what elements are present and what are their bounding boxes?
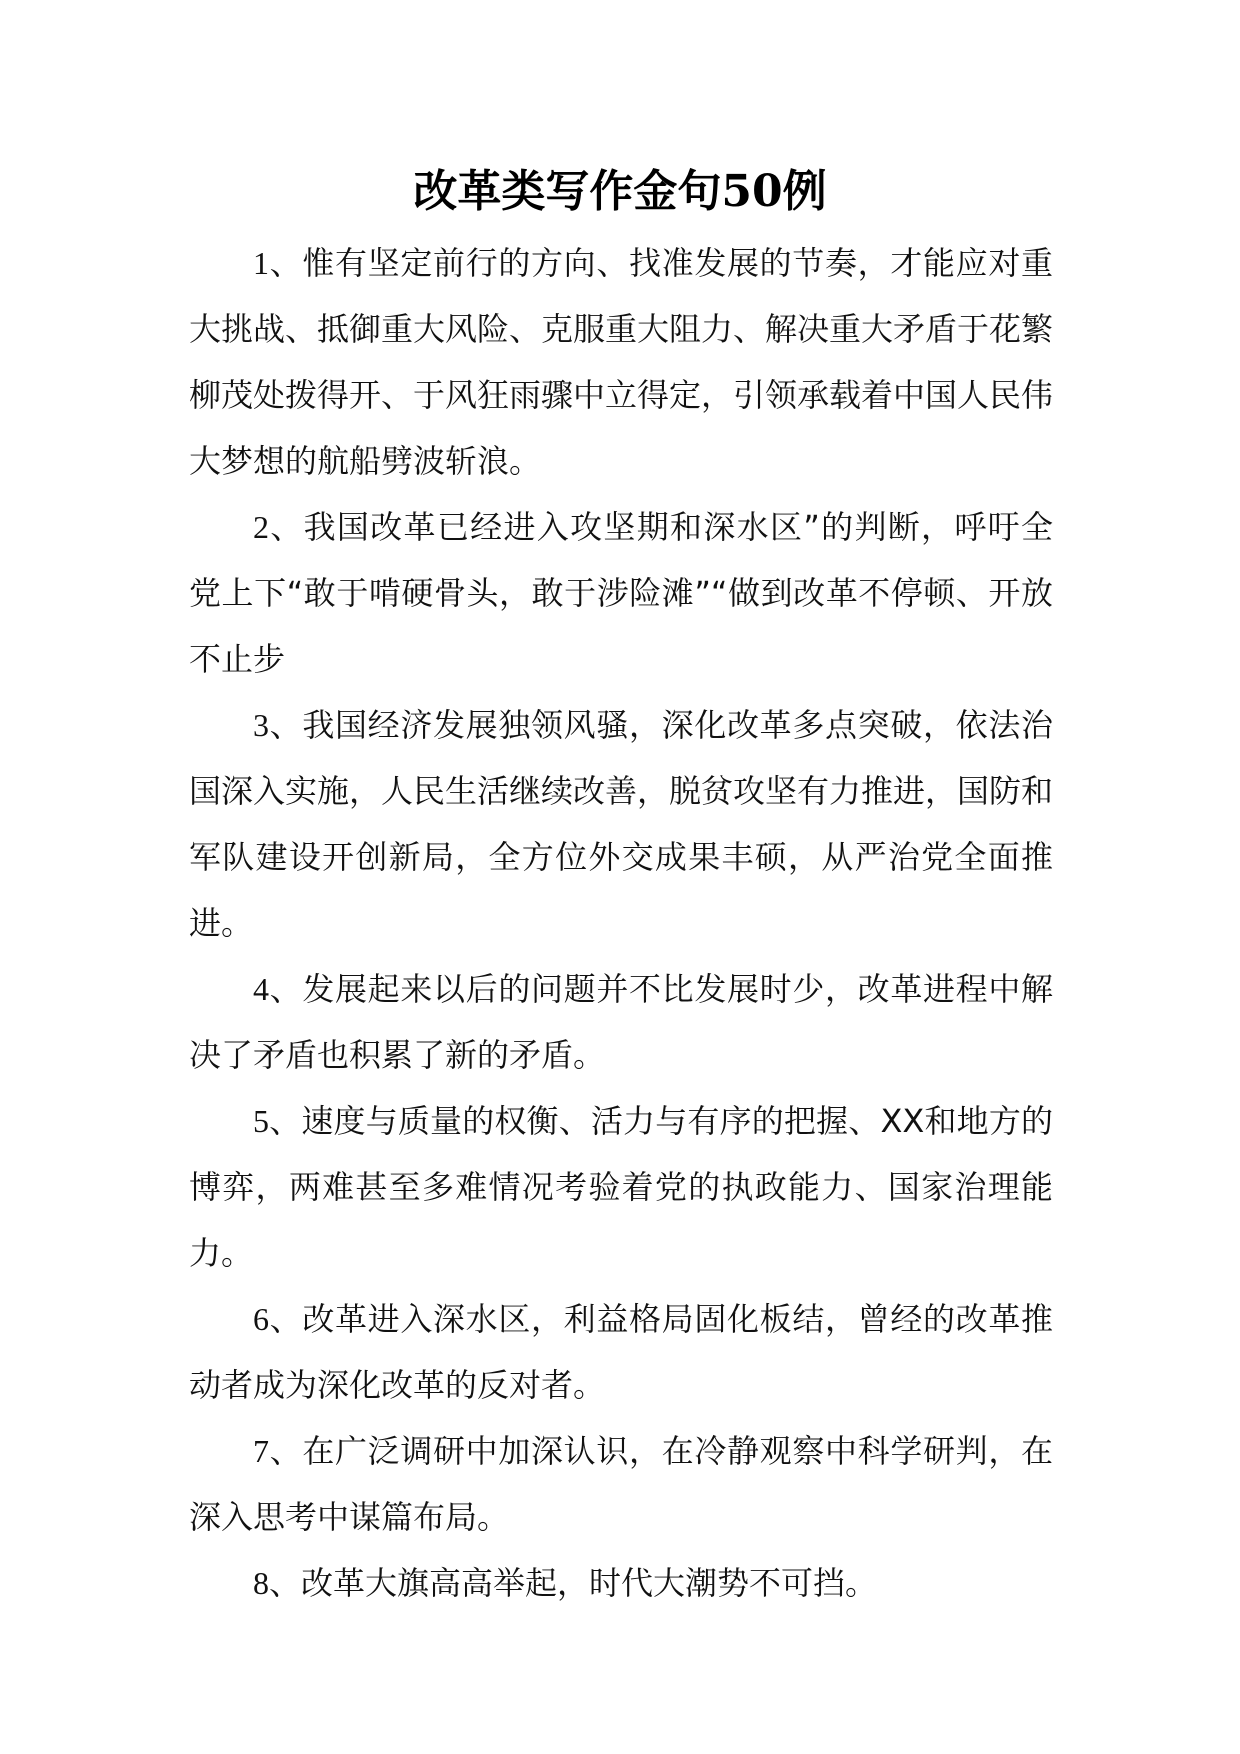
paragraph-number: 6 — [253, 1301, 269, 1337]
paragraph-6 — [189, 1286, 1053, 1418]
paragraph-text: 、改革进入深水区，利益格局固化板结，曾经的改革推动者成为深化改革的反对者。 — [189, 1300, 1053, 1404]
paragraph-number: 5 — [253, 1103, 269, 1139]
paragraph-4 — [189, 956, 1053, 1088]
paragraph-number: 1 — [253, 245, 269, 281]
paragraph-text: 、我国经济发展独领风骚，深化改革多点突破，依法治国深入实施，人民生活继续改善，脱贫攻坚有力推进，国防和军队建设开创新局，全方位外交成果丰硕，从严治党全面推进。 — [189, 706, 1054, 942]
paragraph-text: 、我国改革已经进入攻坚期和深水区”的判断，呼吁全党上下“敢于啃硬骨头，敢于涉险滩”“做到改革不停顿、开放不止步 — [189, 508, 1053, 678]
paragraph-number: 8 — [253, 1565, 269, 1601]
paragraph-number: 7 — [253, 1433, 269, 1469]
paragraph-8 — [189, 1550, 1053, 1616]
paragraph-number: 4 — [253, 971, 269, 1007]
paragraph-2 — [189, 494, 1053, 692]
document-body — [189, 230, 1053, 1616]
paragraph-text: 、发展起来以后的问题并不比发展时少，改革进程中解决了矛盾也积累了新的矛盾。 — [189, 970, 1053, 1074]
paragraph-7 — [189, 1418, 1053, 1550]
paragraph-text: 、改革大旗高高举起，时代大潮势不可挡。 — [269, 1564, 878, 1602]
paragraph-text: 、惟有坚定前行的方向、找准发展的节奏，才能应对重大挑战、抵御重大风险、克服重大阻力、解决重大矛盾于花繁柳茂处拨得开、于风狂雨骤中立得定，引领承载着中国人民伟大梦想的航船劈波斩浪。 — [189, 244, 1054, 480]
paragraph-number: 3 — [253, 707, 269, 743]
paragraph-3 — [189, 692, 1053, 956]
paragraph-5 — [189, 1088, 1053, 1286]
document-title: 改革类写作金句50例 — [413, 166, 827, 217]
paragraph-text: 、在广泛调研中加深认识，在冷静观察中科学研判，在深入思考中谋篇布局。 — [189, 1432, 1053, 1536]
paragraph-text: 、速度与质量的权衡、活力与有序的把握、XX和地方的博弈，两难甚至多难情况考验着党的执政能力、国家治理能力。 — [189, 1102, 1053, 1272]
paragraph-number: 2 — [253, 509, 269, 545]
paragraph-1 — [189, 230, 1053, 494]
